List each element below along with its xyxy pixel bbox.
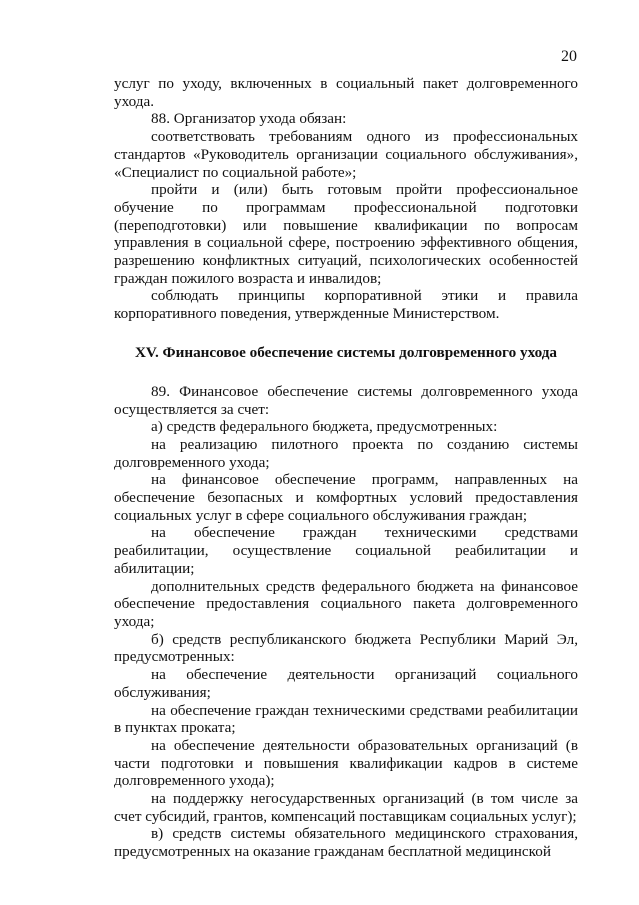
page-number: 20 <box>561 48 577 65</box>
paragraph-a-federal: а) средств федерального бюджета, предусмотренных: <box>151 418 498 436</box>
paragraph-88-intro: 88. Организатор ухода обязан: <box>151 110 347 128</box>
section-heading: XV. Финансовое обеспечение системы долговременного ухода <box>134 343 558 361</box>
paragraph-b-republic: б) средств республиканского бюджета Республики Марий Эл, предусмотренных: <box>114 630 578 666</box>
paragraph-republic-organizations: на обеспечение деятельности организаций социального обслуживания; <box>114 666 578 701</box>
paragraph-duty-standards: соответствовать требованиям одного из профессиональных стандартов «Руководитель организации социального обслуживания», «Специалист по социальной работе»; <box>114 128 578 181</box>
page-content <box>114 75 578 861</box>
paragraph-duty-training: пройти и (или) быть готовым пройти профессиональное обучение по программам профессиональной подготовки (переподготовки) или повышение квалификации по вопросам управления в социальной сфере, построению эффективного общения, разрешению конфликтных ситуаций, психологических особенностей граждан пожилого возраста и инвалидов; <box>114 181 578 287</box>
paragraph-republic-rental: на обеспечение граждан техническими средствами реабилитации в пунктах проката; <box>114 701 578 737</box>
paragraph-federal-additional: дополнительных средств федерального бюджета на финансовое обеспечение предоставления социального пакета долговременного ухода; <box>114 577 578 630</box>
paragraph-federal-rehabilitation: на обеспечение граждан техническими средствами реабилитации, осуществление социальной реабилитации и абилитации; <box>114 524 578 577</box>
paragraph-republic-ngo-support: на поддержку негосударственных организаций (в том числе за счет субсидий, грантов, компенсаций поставщикам социальных услуг); <box>114 790 578 825</box>
paragraph-republic-education: на обеспечение деятельности образовательных организаций (в части подготовки и повышения квалификации кадров в системе долговременного ухода); <box>114 736 578 790</box>
paragraph-89-intro: 89. Финансовое обеспечение системы долговременного ухода осуществляется за счет: <box>114 382 578 418</box>
paragraph-continuation: услуг по уходу, включенных в социальный пакет долговременного ухода. <box>114 75 578 110</box>
paragraph-duty-ethics: соблюдать принципы корпоративной этики и правила корпоративного поведения, утвержденные Министерством. <box>114 287 578 323</box>
paragraph-c-insurance: в) средств системы обязательного медицинского страхования, предусмотренных на оказание гражданам бесплатной медицинской <box>114 825 578 861</box>
paragraph-federal-pilot: на реализацию пилотного проекта по созданию системы долговременного ухода; <box>114 435 578 471</box>
paragraph-federal-programs: на финансовое обеспечение программ, направленных на обеспечение безопасных и комфортных условий предоставления социальных услуг в сфере социального обслуживания граждан; <box>114 471 578 524</box>
